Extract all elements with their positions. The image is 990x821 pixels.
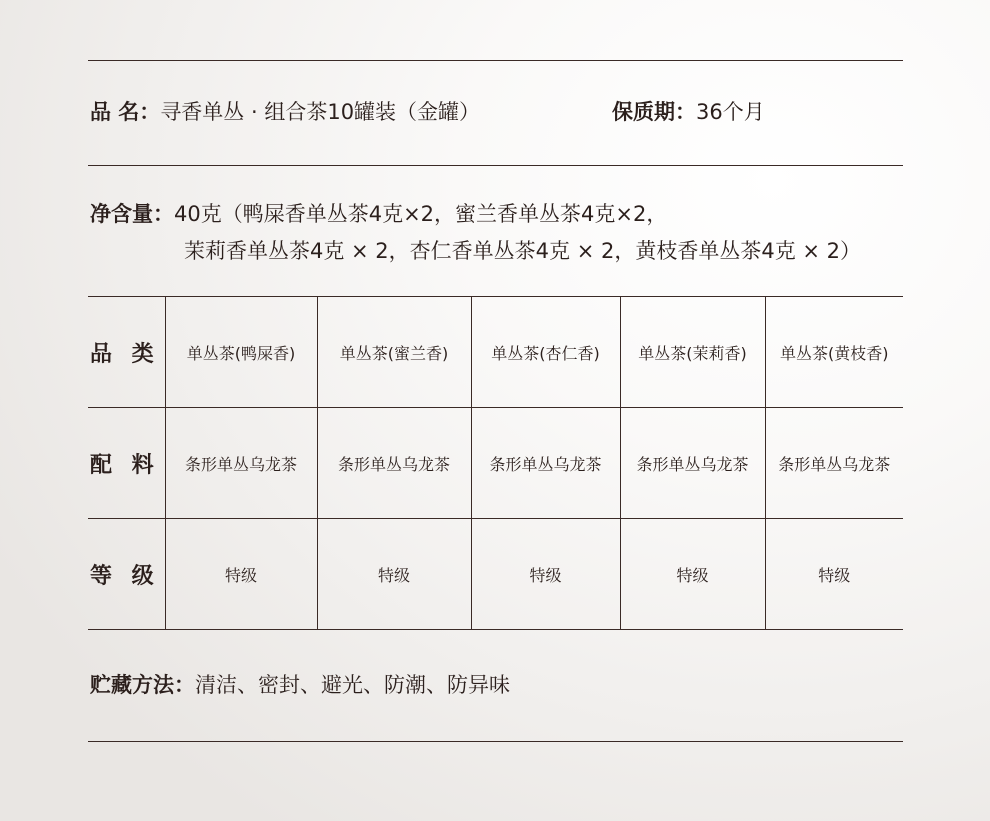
top-divider — [88, 60, 903, 61]
shelf-life-label: 保质期： — [612, 100, 696, 124]
net-content-line1: 40克（鸭屎香单丛茶4克×2，蜜兰香单丛茶4克×2， — [174, 202, 668, 226]
table-row-ingredients — [88, 408, 903, 519]
table-cell: 单丛茶(茉莉香) — [620, 297, 765, 408]
storage-label: 贮藏方法： — [90, 673, 195, 697]
row-header-ingredients: 配 料 — [88, 408, 165, 519]
table-cell: 条形单丛乌龙茶 — [471, 408, 620, 519]
table-row-grade — [88, 519, 903, 630]
table-cell: 单丛茶(蜜兰香) — [317, 297, 471, 408]
table-cell: 特级 — [165, 519, 317, 630]
table-cell: 单丛茶(鸭屎香) — [165, 297, 317, 408]
table-cell: 特级 — [317, 519, 471, 630]
table-cell: 条形单丛乌龙茶 — [317, 408, 471, 519]
product-name-value: 寻香单丛 · 组合茶10罐装（金罐） — [160, 100, 481, 124]
table-cell: 单丛茶(黄枝香) — [765, 297, 903, 408]
table-cell: 条形单丛乌龙茶 — [165, 408, 317, 519]
shelf-life-row — [612, 97, 765, 127]
net-content-line2: 茉莉香单丛茶4克 × 2，杏仁香单丛茶4克 × 2，黄枝香单丛茶4克 × 2） — [184, 239, 862, 263]
row-header-grade: 等 级 — [88, 519, 165, 630]
table-cell: 特级 — [471, 519, 620, 630]
bottom-divider — [88, 741, 903, 742]
storage-row — [90, 670, 510, 700]
product-name-label: 品 名： — [90, 100, 161, 124]
table-cell: 特级 — [620, 519, 765, 630]
net-content-row — [90, 199, 667, 229]
shelf-life-value: 36个月 — [696, 100, 765, 124]
spec-table — [88, 296, 903, 630]
table-row-category — [88, 297, 903, 408]
table-cell: 条形单丛乌龙茶 — [620, 408, 765, 519]
table-cell: 单丛茶(杏仁香) — [471, 297, 620, 408]
net-content-label: 净含量： — [90, 202, 174, 226]
product-name-row — [90, 97, 480, 127]
storage-value: 清洁、密封、避光、防潮、防异味 — [195, 673, 510, 697]
table-cell: 特级 — [765, 519, 903, 630]
name-divider — [88, 165, 903, 166]
row-header-category: 品 类 — [88, 297, 165, 408]
table-cell: 条形单丛乌龙茶 — [765, 408, 903, 519]
